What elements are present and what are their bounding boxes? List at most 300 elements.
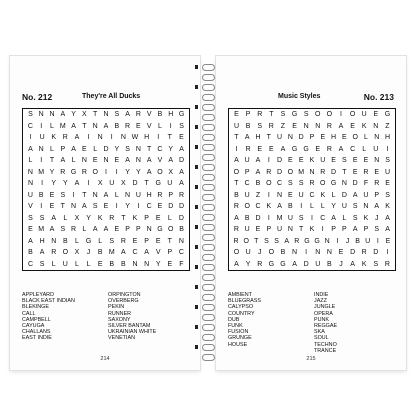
grid-letter: I — [40, 157, 43, 164]
grid-letter: A — [49, 226, 55, 233]
spiral-loop — [202, 144, 215, 151]
grid-letter: O — [168, 226, 174, 233]
grid-letter: T — [60, 203, 65, 210]
grid-letter: D — [179, 157, 185, 164]
grid-row — [23, 144, 189, 156]
grid-letter: N — [51, 237, 57, 245]
grid-row — [229, 155, 395, 167]
word-list-item: OPERA — [314, 310, 333, 317]
grid-letter: I — [340, 111, 342, 118]
grid-letter: I — [235, 145, 238, 153]
spiral-loop — [202, 114, 215, 121]
grid-letter: R — [233, 237, 239, 245]
grid-letter: R — [363, 168, 369, 176]
spiral-loop — [202, 284, 215, 291]
puzzle-number: No. 212 — [22, 92, 53, 102]
grid-letter: A — [168, 157, 174, 164]
grid-letter: S — [125, 145, 130, 153]
grid-letter: S — [60, 191, 66, 199]
grid-letter: U — [277, 134, 283, 141]
grid-letter: N — [287, 134, 293, 141]
grid-letter: K — [320, 191, 326, 199]
grid-row — [23, 201, 189, 213]
grid-row — [229, 178, 395, 190]
grid-letter: B — [179, 226, 184, 233]
grid-letter: A — [60, 111, 66, 118]
grid-letter: E — [385, 180, 390, 187]
grid-letter: E — [373, 111, 379, 118]
grid-letter: N — [135, 157, 141, 164]
grid-letter: T — [269, 111, 274, 118]
word-list-item: CALYPSO — [228, 304, 254, 311]
grid-letter: A — [350, 260, 355, 268]
grid-letter: K — [309, 226, 315, 233]
grid-letter: B — [327, 260, 332, 268]
page-folio: 214 — [100, 356, 110, 362]
grid-letter: M — [108, 249, 115, 256]
binding-hole — [195, 225, 198, 229]
spiral-loop — [202, 244, 215, 251]
grid-letter: N — [292, 249, 298, 256]
grid-letter: E — [103, 203, 109, 210]
page-folio: 215 — [306, 356, 316, 362]
grid-letter: B — [244, 214, 250, 222]
grid-letter: A — [146, 168, 152, 176]
grid-letter: A — [51, 214, 57, 222]
grid-letter: T — [254, 237, 259, 245]
grid-letter: I — [137, 203, 140, 210]
binding-hole — [195, 145, 198, 149]
grid-letter: S — [28, 111, 33, 118]
spiral-loop — [202, 204, 215, 211]
grid-letter: V — [157, 157, 163, 164]
grid-letter: I — [87, 180, 90, 187]
spiral-loop — [202, 264, 215, 271]
grid-letter: I — [110, 134, 113, 141]
grid-letter: R — [384, 260, 390, 268]
word-list-item: SOUL — [314, 335, 329, 342]
grid-letter: L — [51, 260, 56, 268]
grid-letter: B — [157, 111, 163, 118]
grid-letter: M — [298, 168, 305, 176]
grid-letter: S — [264, 237, 269, 245]
grid-letter: E — [350, 122, 355, 130]
grid-letter: N — [373, 122, 379, 130]
grid-letter: I — [376, 237, 379, 245]
spiral-loop — [202, 334, 215, 341]
grid-letter: A — [338, 122, 344, 130]
grid-letter: P — [144, 237, 149, 245]
grid-letter: T — [266, 134, 271, 141]
grid-letter: O — [320, 180, 326, 187]
grid-letter: O — [233, 168, 240, 176]
grid-letter: P — [136, 226, 141, 233]
grid-letter: F — [179, 260, 184, 268]
grid-letter: I — [267, 157, 270, 164]
grid-letter: E — [298, 157, 304, 164]
word-list-column — [22, 292, 107, 342]
grid-letter: E — [92, 157, 98, 164]
grid-letter: L — [63, 214, 68, 222]
grid-row — [229, 259, 395, 271]
grid-letter: E — [155, 214, 161, 222]
grid-letter: U — [298, 191, 304, 199]
grid-letter: H — [146, 191, 152, 199]
grid-letter: C — [132, 249, 138, 256]
spiral-loop — [202, 234, 215, 241]
grid-letter: U — [167, 180, 173, 187]
grid-letter: E — [374, 168, 380, 176]
grid-letter: B — [121, 260, 126, 268]
word-list-column — [108, 292, 193, 342]
grid-letter: O — [315, 111, 321, 118]
grid-letter: C — [277, 180, 283, 187]
grid-letter: G — [291, 111, 298, 118]
word-list-item: COUNTRY — [228, 310, 255, 317]
grid-letter: S — [28, 214, 33, 222]
grid-letter: P — [309, 134, 315, 141]
grid-letter: U — [341, 203, 347, 210]
grid-letter: N — [92, 122, 98, 130]
grid-letter: A — [338, 145, 344, 153]
grid-letter: A — [103, 122, 109, 130]
grid-letter: B — [62, 237, 68, 245]
grid-letter: Y — [86, 214, 91, 222]
word-list-item: BLEKINGE — [22, 304, 49, 311]
word-search-grid — [228, 108, 396, 271]
grid-letter: R — [60, 168, 66, 176]
word-list-item: APPLEYARD — [22, 292, 54, 298]
grid-letter: S — [280, 111, 286, 118]
grid-letter: N — [315, 122, 321, 130]
grid-letter: B — [97, 249, 103, 256]
grid-letter: Y — [136, 168, 141, 176]
grid-letter: D — [277, 168, 283, 176]
grid-letter: A — [74, 180, 80, 187]
grid-letter: S — [385, 157, 390, 164]
grid-row — [229, 121, 395, 133]
grid-letter: A — [60, 157, 66, 164]
grid-letter: O — [326, 111, 333, 118]
grid-letter: R — [109, 214, 115, 222]
grid-letter: L — [331, 191, 336, 199]
spiral-loop — [202, 324, 215, 331]
grid-letter: L — [310, 203, 314, 210]
binding-hole — [195, 285, 198, 289]
grid-letter: Y — [51, 180, 57, 187]
word-list-item: FUSION — [228, 329, 249, 336]
grid-letter: R — [233, 203, 239, 210]
grid-letter: C — [27, 260, 34, 268]
grid-letter: C — [178, 249, 184, 256]
grid-letter: T — [342, 168, 347, 176]
spiral-loop — [202, 184, 215, 191]
grid-letter: A — [374, 203, 380, 210]
grid-row — [23, 247, 189, 259]
word-list-item: SKA — [314, 329, 325, 336]
spiral-loop — [202, 314, 215, 321]
grid-letter: I — [157, 134, 160, 141]
grid-letter: H — [255, 134, 261, 141]
grid-letter: H — [168, 111, 174, 118]
spiral-loop — [202, 74, 215, 81]
grid-letter: L — [342, 214, 347, 222]
grid-letter: P — [125, 226, 130, 233]
grid-letter: S — [114, 111, 120, 118]
grid-letter: Y — [125, 203, 130, 210]
grid-letter: N — [103, 111, 109, 118]
word-list-item: CHALLANS — [22, 329, 51, 336]
spiral-loop — [202, 124, 215, 131]
grid-letter: C — [146, 203, 152, 210]
grid-letter: C — [309, 191, 315, 199]
grid-letter: A — [280, 145, 286, 153]
grid-letter: N — [71, 203, 77, 210]
grid-letter: S — [274, 237, 279, 245]
grid-letter: D — [168, 203, 174, 210]
grid-letter: N — [178, 237, 184, 245]
word-list-item: VENETIAN — [108, 335, 135, 342]
grid-letter: A — [179, 180, 184, 187]
grid-letter: K — [385, 203, 390, 210]
grid-row — [229, 144, 395, 156]
grid-letter: R — [309, 180, 315, 187]
grid-letter: A — [103, 226, 109, 233]
grid-row — [23, 167, 189, 179]
grid-letter: V — [28, 203, 33, 210]
grid-letter: S — [109, 237, 115, 245]
grid-letter: O — [287, 168, 294, 176]
binding-hole — [195, 85, 198, 89]
grid-letter: Y — [114, 145, 120, 153]
grid-letter: C — [157, 145, 163, 153]
grid-letter: P — [168, 191, 174, 199]
spiral-loop — [202, 294, 215, 301]
spiral-loop — [202, 154, 215, 161]
grid-letter: O — [62, 249, 69, 256]
grid-letter: N — [363, 203, 369, 210]
grid-letter: U — [62, 260, 68, 268]
grid-letter: N — [97, 134, 103, 141]
spiral-loop — [202, 194, 215, 201]
grid-letter: C — [320, 214, 326, 222]
grid-letter: G — [157, 226, 163, 233]
grid-letter: X — [74, 249, 80, 256]
grid-letter: G — [155, 180, 161, 187]
word-list-item: UKRAINIAN WHITE — [108, 329, 157, 336]
grid-letter: S — [373, 260, 379, 268]
binding-hole — [195, 125, 198, 129]
word-list-item: FUNK — [228, 323, 243, 330]
grid-row — [229, 109, 395, 121]
grid-letter: S — [352, 214, 358, 222]
spiral-loop — [202, 344, 215, 351]
grid-letter: E — [320, 134, 326, 141]
grid-letter: U — [109, 180, 115, 187]
word-list-item: JAZZ — [314, 298, 327, 305]
word-search-grid — [22, 108, 190, 271]
grid-letter: N — [315, 249, 321, 256]
grid-row — [23, 224, 189, 236]
grid-letter: R — [71, 226, 77, 233]
grid-letter: A — [82, 203, 87, 210]
grid-letter: N — [309, 168, 315, 176]
grid-letter: U — [27, 191, 33, 199]
grid-letter: K — [132, 214, 138, 222]
grid-letter: P — [374, 191, 380, 199]
grid-letter: N — [146, 226, 152, 233]
grid-letter: A — [277, 203, 282, 210]
grid-letter: A — [234, 157, 239, 164]
grid-row — [23, 132, 189, 144]
binding-hole — [195, 245, 198, 249]
grid-letter: P — [266, 226, 272, 233]
grid-row — [23, 109, 189, 121]
grid-letter: N — [324, 237, 330, 245]
grid-letter: I — [29, 134, 32, 141]
word-list-item: CALL — [22, 310, 36, 317]
grid-letter: A — [71, 145, 76, 153]
grid-letter: U — [277, 226, 283, 233]
grid-letter: I — [311, 214, 313, 222]
grid-row — [23, 155, 189, 167]
puzzle-title: They're All Ducks — [82, 93, 141, 100]
grid-letter: U — [373, 145, 379, 153]
grid-letter: L — [362, 145, 367, 153]
grid-letter: E — [288, 191, 293, 199]
spiral-binding — [200, 56, 216, 370]
grid-letter: N — [303, 122, 309, 130]
grid-letter: Y — [168, 145, 174, 153]
grid-letter: I — [169, 122, 172, 130]
grid-letter: O — [349, 111, 356, 118]
grid-letter: L — [98, 237, 103, 245]
grid-letter: W — [131, 134, 139, 141]
grid-row — [23, 121, 189, 133]
grid-letter: P — [244, 168, 250, 176]
spiral-loop — [202, 64, 215, 71]
grid-letter: Y — [49, 168, 55, 176]
grid-letter: N — [326, 249, 332, 256]
grid-letter: R — [374, 180, 380, 187]
grid-letter: U — [244, 157, 250, 164]
grid-letter: M — [38, 226, 45, 233]
grid-letter: G — [291, 145, 298, 153]
grid-row — [229, 167, 395, 179]
grid-letter: A — [385, 226, 390, 233]
word-list-item: BLUEGRASS — [228, 298, 261, 305]
grid-letter: Y — [155, 260, 161, 268]
binding-hole — [195, 65, 198, 69]
grid-letter: B — [255, 180, 261, 187]
grid-letter: G — [330, 180, 337, 187]
grid-row — [229, 132, 395, 144]
word-list-item: BLACK EAST INDIAN — [22, 298, 75, 305]
word-list-item: EAST INDIE — [22, 335, 52, 342]
grid-letter: V — [146, 122, 152, 130]
grid-letter: I — [267, 191, 270, 199]
grid-letter: K — [361, 260, 367, 268]
grid-letter: S — [352, 203, 358, 210]
grid-letter: R — [245, 145, 251, 153]
grid-letter: U — [361, 111, 367, 118]
grid-letter: N — [38, 111, 44, 118]
grid-letter: E — [268, 145, 274, 153]
grid-letter: L — [82, 226, 87, 233]
grid-letter: G — [303, 145, 309, 153]
grid-letter: F — [363, 180, 369, 187]
grid-letter: G — [268, 260, 275, 268]
grid-letter: A — [179, 168, 184, 176]
grid-letter: A — [244, 134, 250, 141]
grid-letter: U — [385, 168, 391, 176]
grid-letter: D — [179, 203, 185, 210]
grid-letter: E — [114, 226, 120, 233]
word-list-item: RUNNER — [108, 310, 132, 317]
word-list-item: OVERBERG — [108, 298, 139, 305]
grid-letter: E — [352, 168, 358, 176]
grid-letter: D — [341, 191, 347, 199]
grid-letter: D — [132, 180, 138, 187]
grid-letter: I — [41, 180, 44, 187]
grid-letter: Z — [385, 122, 390, 130]
word-list-item: HOUSE — [228, 341, 248, 348]
grid-letter: U — [244, 226, 250, 233]
word-list-item: PUNK — [314, 316, 329, 323]
left-page-header — [22, 92, 188, 106]
grid-letter: R — [257, 260, 263, 268]
grid-letter: N — [144, 260, 150, 268]
grid-letter: A — [71, 122, 76, 130]
grid-letter: E — [28, 226, 33, 233]
grid-letter: R — [51, 249, 57, 256]
grid-letter: U — [315, 260, 321, 268]
grid-letter: A — [255, 168, 261, 176]
puzzle-book — [10, 56, 406, 370]
word-list-item: PEKIN — [108, 304, 125, 311]
grid-letter: L — [71, 157, 76, 164]
grid-letter: C — [244, 180, 250, 187]
grid-letter: L — [50, 145, 54, 153]
grid-letter: I — [115, 168, 118, 176]
grid-row — [229, 224, 395, 236]
grid-letter: A — [352, 191, 358, 199]
grid-letter: U — [365, 237, 371, 245]
grid-letter: E — [385, 237, 391, 245]
grid-letter: P — [60, 145, 66, 153]
grid-letter: E — [49, 191, 55, 199]
grid-letter: X — [82, 111, 87, 118]
grid-letter: T — [167, 134, 172, 141]
grid-letter: A — [144, 249, 149, 256]
grid-letter: X — [121, 180, 126, 187]
grid-letter: R — [294, 237, 300, 245]
grid-letter: I — [336, 237, 339, 245]
grid-letter: T — [234, 134, 239, 141]
grid-letter: R — [326, 145, 332, 153]
grid-letter: P — [331, 226, 336, 233]
grid-letter: X — [168, 168, 174, 176]
grid-letter: G — [85, 237, 92, 245]
grid-letter: U — [320, 157, 326, 164]
right-page-header — [228, 92, 394, 106]
grid-letter: J — [86, 249, 91, 256]
word-list-item: REGGAE — [314, 323, 338, 330]
grid-letter: E — [179, 134, 184, 141]
grid-letter: I — [300, 203, 303, 210]
word-list-item: SILVER BANTAM — [108, 323, 151, 330]
grid-letter: A — [179, 145, 184, 153]
